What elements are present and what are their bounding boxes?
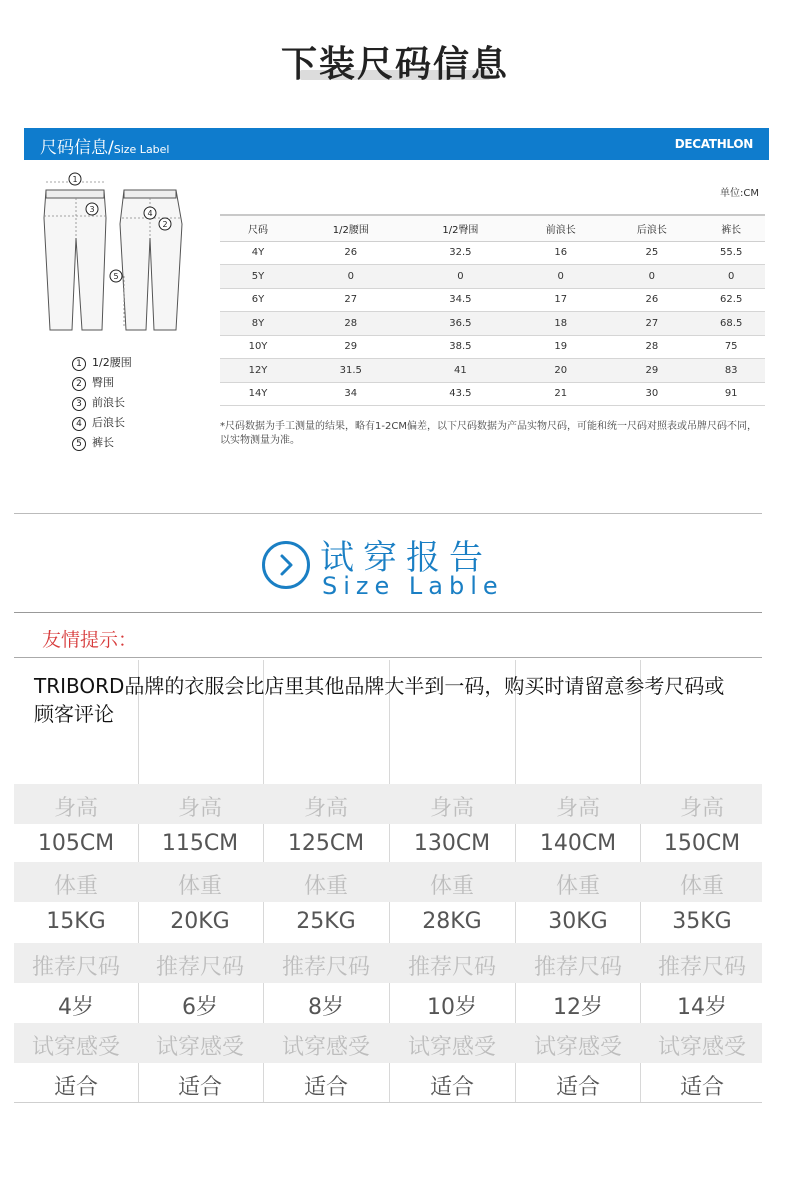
table-cell: 21 [515,382,606,406]
table-cell: 55.5 [697,241,765,265]
diagram-marker: 5 [113,272,119,281]
legend-item [72,414,125,431]
table-header: 前浪长 [515,215,606,241]
grid-label-cell: 身高 [429,796,474,821]
table-cell: 75 [697,335,765,359]
table-cell: 31.5 [296,359,406,383]
grid-label-row [14,943,762,983]
table-cell: 6Y [220,288,296,312]
table-cell: 0 [606,265,697,289]
grid-label-cell: 推荐尺码 [281,955,370,980]
table-cell: 27 [296,288,406,312]
grid-value-cell: 4岁 [58,995,94,1020]
try-on-subtitle: Size Lable [322,572,504,600]
grid-label-cell: 试穿感受 [281,1035,370,1060]
diagram-marker: 4 [147,209,153,218]
grid-label-cell: 试穿感受 [657,1035,746,1060]
grid-value-cell: 35KG [672,909,732,934]
page-title: 下装尺码信息 [280,44,509,85]
tips-label: 友情提示： [42,629,138,651]
table-cell: 26 [296,241,406,265]
table-cell: 29 [606,359,697,383]
table-cell: 34.5 [406,288,516,312]
grid-value-cell: 适合 [429,1075,474,1100]
grid-label-cell: 体重 [177,874,222,899]
grid-label-cell: 推荐尺码 [533,955,622,980]
table-cell: 30 [606,382,697,406]
table-header-row [220,215,765,241]
size-label-title-cn: 尺码信息/ [40,138,114,158]
table-cell: 12Y [220,359,296,383]
table-cell: 26 [606,288,697,312]
grid-label-row [14,1023,762,1063]
grid-label-cell: 体重 [53,874,98,899]
diagram-marker: 1 [72,175,78,184]
table-cell: 28 [296,312,406,336]
table-cell: 18 [515,312,606,336]
legend-text: 裤长 [92,436,114,449]
table-header: 尺码 [220,215,296,241]
grid-label-cell: 身高 [555,796,600,821]
grid-label-cell: 身高 [679,796,724,821]
legend-item [72,394,125,411]
grid-label-cell: 试穿感受 [155,1035,244,1060]
grid-label-cell: 试穿感受 [31,1035,120,1060]
table-cell: 29 [296,335,406,359]
table-cell: 41 [406,359,516,383]
grid-label-cell: 试穿感受 [407,1035,496,1060]
grid-label-cell: 试穿感受 [533,1035,622,1060]
legend-text: 后浪长 [92,416,125,429]
legend-item [72,434,114,451]
grid-label-cell: 身高 [303,796,348,821]
size-table [220,214,765,406]
grid-label-cell: 推荐尺码 [155,955,244,980]
grid-value-cell: 14岁 [677,995,727,1020]
table-cell: 14Y [220,382,296,406]
grid-label-cell: 推荐尺码 [657,955,746,980]
section-divider [14,657,762,658]
grid-label-cell: 身高 [53,796,98,821]
section-divider [14,513,762,514]
table-cell: 0 [697,265,765,289]
size-label-header [24,128,769,160]
legend-item [72,374,114,391]
size-label-title [40,133,170,158]
table-cell: 8Y [220,312,296,336]
legend-number: 4 [72,417,86,431]
size-note: *尺码数据为手工测量的结果，略有1-2CM偏差，以下尺码数据为产品实物尺码，可能和统一尺码对照表或吊牌尺码不同，以实物测量为准。 [220,421,757,446]
table-cell: 16 [515,241,606,265]
table-row [220,241,765,265]
unit-label: 单位:CM [720,188,759,199]
table-cell: 17 [515,288,606,312]
table-header: 后浪长 [606,215,697,241]
table-header: 裤长 [697,215,765,241]
grid-value-row [14,1063,762,1103]
grid-value-cell: 25KG [296,909,356,934]
grid-label-cell: 推荐尺码 [31,955,120,980]
table-header: 1/2腰围 [296,215,406,241]
size-label-card [24,128,769,470]
table-cell: 0 [296,265,406,289]
grid-value-cell: 8岁 [308,995,344,1020]
grid-label-cell: 体重 [429,874,474,899]
grid-label-cell: 体重 [303,874,348,899]
table-row [220,359,765,383]
legend-number: 5 [72,437,86,451]
grid-value-row [14,902,762,942]
grid-label-row [14,784,762,824]
size-label-title-en: Size Label [113,143,170,156]
tips-text: TRIBORD品牌的衣服会比店里其他品牌大半到一码，购买时请留意参考尺码或顾客评论 [34,674,725,726]
grid-label-cell: 体重 [679,874,724,899]
grid-value-cell: 140CM [539,831,617,856]
table-cell: 25 [606,241,697,265]
grid-value-cell: 125CM [287,831,365,856]
legend-text: 前浪长 [92,396,125,409]
table-cell: 43.5 [406,382,516,406]
grid-value-cell: 15KG [46,909,106,934]
table-cell: 5Y [220,265,296,289]
grid-value-cell: 130CM [413,831,491,856]
table-cell: 0 [406,265,516,289]
grid-value-cell: 150CM [663,831,741,856]
table-row [220,335,765,359]
table-cell: 32.5 [406,241,516,265]
table-cell: 20 [515,359,606,383]
grid-value-cell: 28KG [422,909,482,934]
table-cell: 91 [697,382,765,406]
table-cell: 10Y [220,335,296,359]
chevron-right-circle-icon [262,541,310,589]
grid-value-cell: 30KG [548,909,608,934]
table-cell: 0 [515,265,606,289]
grid-value-cell: 适合 [53,1075,98,1100]
table-cell: 62.5 [697,288,765,312]
legend-number: 2 [72,377,86,391]
table-cell: 34 [296,382,406,406]
grid-value-cell: 12岁 [553,995,603,1020]
grid-value-cell: 6岁 [182,995,218,1020]
grid-label-cell: 体重 [555,874,600,899]
diagram-marker: 3 [89,205,95,214]
table-row [220,265,765,289]
grid-value-cell: 适合 [679,1075,724,1100]
try-on-title: 试穿报告 [320,538,492,578]
table-cell: 28 [606,335,697,359]
table-cell: 83 [697,359,765,383]
table-cell: 19 [515,335,606,359]
legend-text: 臀围 [92,376,114,389]
grid-value-cell: 适合 [303,1075,348,1100]
grid-value-row [14,824,762,864]
grid-value-cell: 105CM [37,831,115,856]
table-cell: 68.5 [697,312,765,336]
grid-label-cell: 身高 [177,796,222,821]
table-cell: 27 [606,312,697,336]
legend-number: 1 [72,357,86,371]
table-row [220,288,765,312]
diagram-marker: 2 [162,220,168,229]
grid-value-row [14,983,762,1023]
pants-diagram [36,168,186,348]
grid-bottom-line [14,1102,762,1103]
table-cell: 36.5 [406,312,516,336]
section-divider [14,612,762,613]
table-row [220,312,765,336]
grid-value-cell: 20KG [170,909,230,934]
grid-value-cell: 10岁 [427,995,477,1020]
grid-value-cell: 适合 [555,1075,600,1100]
table-row [220,382,765,406]
legend-item [72,354,132,371]
table-cell: 38.5 [406,335,516,359]
grid-label-cell: 推荐尺码 [407,955,496,980]
table-cell: 4Y [220,241,296,265]
brand-logo: DECATHLON [674,137,753,151]
legend-text: 1/2腰围 [92,356,132,369]
table-header: 1/2臀围 [406,215,516,241]
grid-value-cell: 适合 [177,1075,222,1100]
legend-number: 3 [72,397,86,411]
grid-label-row [14,862,762,902]
grid-value-cell: 115CM [161,831,239,856]
